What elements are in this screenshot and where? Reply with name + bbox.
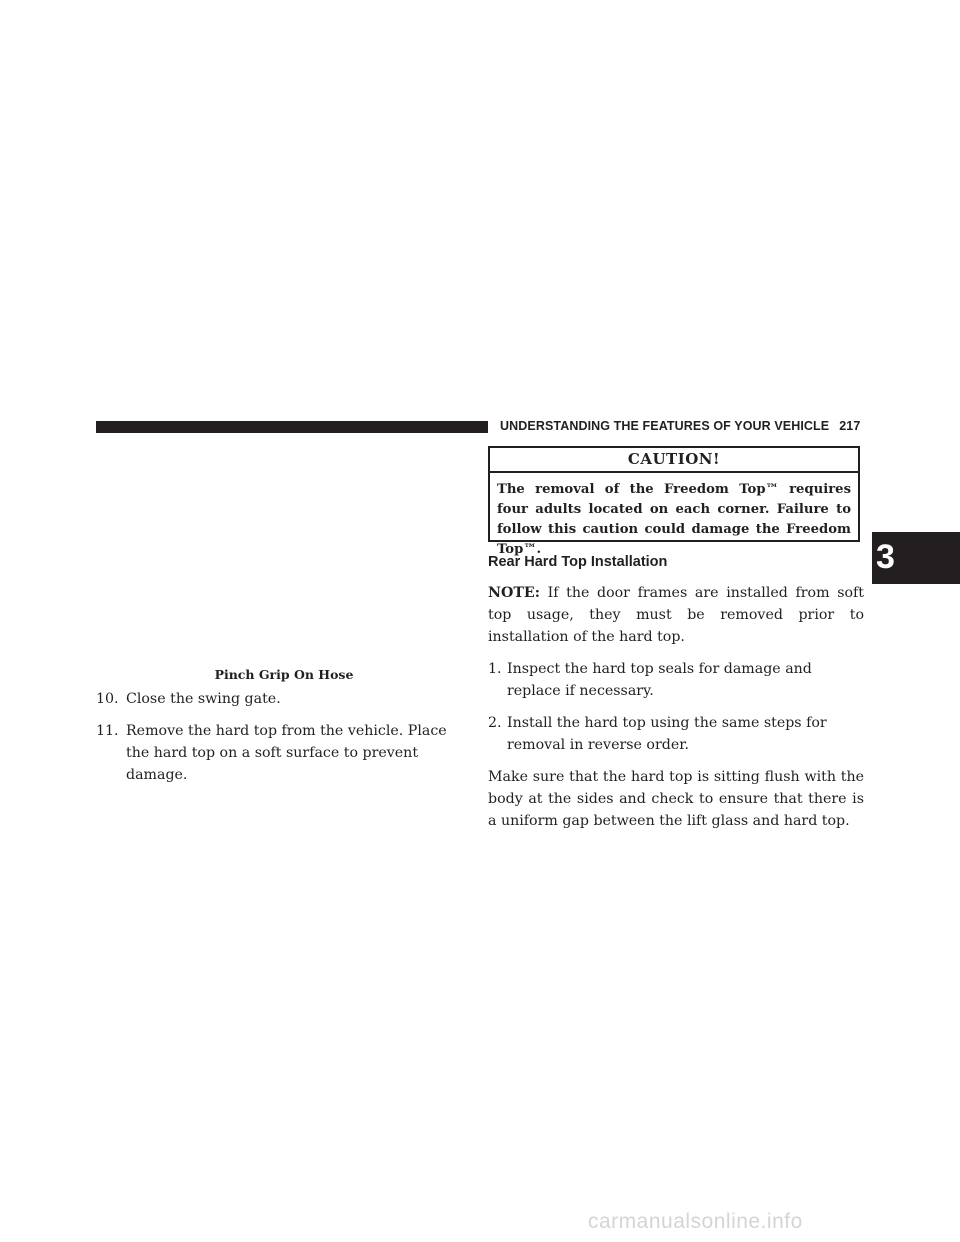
step-number: 2. <box>488 715 502 731</box>
note-text: If the door frames are installed from soft top usage, they must be removed prior to installation of the hard top. <box>488 585 864 645</box>
step-number: 11. <box>96 723 119 739</box>
note-paragraph <box>488 582 864 648</box>
step-text: Close the swing gate. <box>126 691 281 707</box>
section-number: 3 <box>876 538 895 576</box>
caution-box <box>488 446 860 557</box>
left-column <box>96 688 472 796</box>
watermark: carmanualsonline.info <box>588 1210 803 1233</box>
step-number: 1. <box>488 661 502 677</box>
caution-body: The removal of the Freedom Top™ requires four adults located on each corner. Failure to follow this caution could damage the Freedom Top™. <box>497 482 851 557</box>
header-title: UNDERSTANDING THE FEATURES OF YOUR VEHICLE <box>500 419 830 433</box>
step-item <box>488 658 864 702</box>
step-item <box>96 688 472 710</box>
step-text: Install the hard top using the same steps for removal in reverse order. <box>507 715 827 753</box>
note-label: NOTE: <box>488 585 540 601</box>
caution-title: CAUTION! <box>490 448 858 473</box>
section-tab <box>872 532 960 584</box>
step-text: Inspect the hard top seals for damage and replace if necessary. <box>507 661 812 699</box>
figure-caption: Pinch Grip On Hose <box>214 667 354 682</box>
step-item <box>488 712 864 756</box>
closing-paragraph: Make sure that the hard top is sitting flush with the body at the sides and check to ensure that there is a uniform gap between the lift glass and hard top. <box>488 769 864 829</box>
step-text: Remove the hard top from the vehicle. Place the hard top on a soft surface to prevent damage. <box>126 723 447 783</box>
step-item <box>96 720 472 786</box>
running-header <box>500 419 860 433</box>
step-number: 10. <box>96 691 119 707</box>
section-heading: Rear Hard Top Installation <box>488 554 668 570</box>
header-rule <box>96 421 488 433</box>
page-number: 217 <box>839 419 861 433</box>
right-column <box>488 446 864 842</box>
